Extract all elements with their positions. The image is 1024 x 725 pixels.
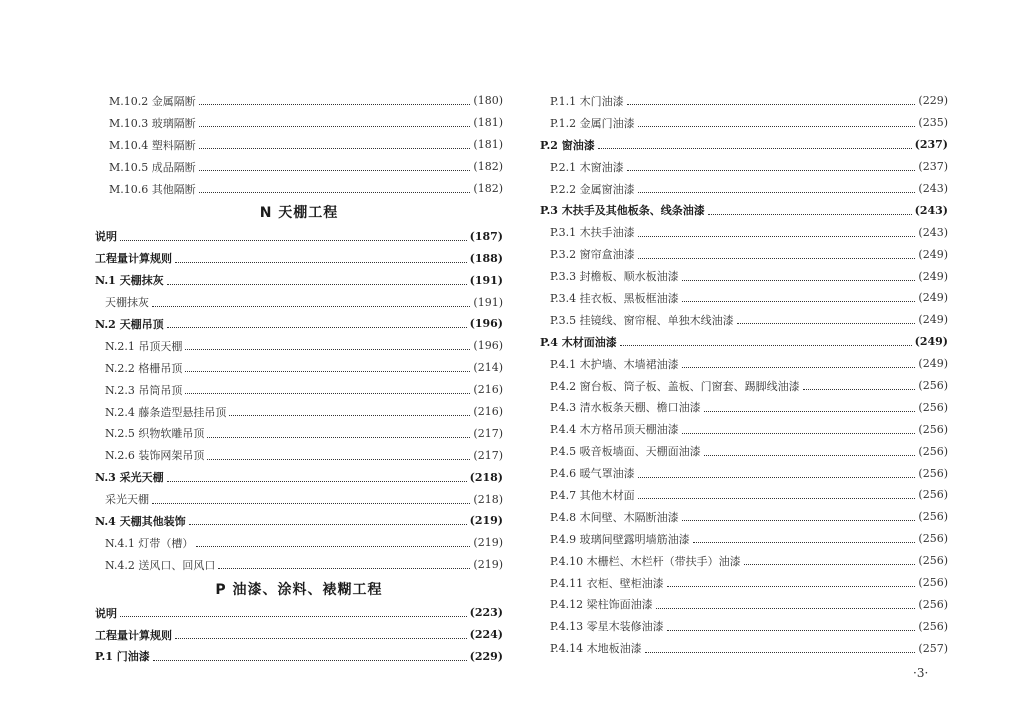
- toc-entry-title: N.4.2 送风口、回风口: [105, 558, 216, 572]
- toc-entry: [540, 550, 948, 572]
- toc-entry-title: P.3.4 挂衣板、黑板框油漆: [550, 291, 679, 305]
- toc-entry-title: N.2.3 吊筒吊顶: [105, 383, 183, 397]
- toc-entry: [95, 247, 503, 269]
- toc-entry-page: (191): [473, 295, 503, 309]
- toc-entry-title: N.2.2 格栅吊顶: [105, 361, 183, 375]
- toc-entry-page: (191): [469, 273, 503, 287]
- toc-entry: [95, 645, 503, 667]
- toc-entry-page: (256): [918, 400, 948, 414]
- toc-entry-title: P.2.2 金属窗油漆: [550, 182, 635, 196]
- toc-entry-title: 说明: [95, 606, 117, 620]
- toc-entry-title: N.2.6 装饰网架吊顶: [105, 449, 205, 463]
- toc-entry-title: N.3 采光天棚: [95, 471, 164, 485]
- toc-entry: [95, 112, 503, 134]
- dot-leader: [656, 608, 916, 609]
- toc-entry: [540, 199, 948, 221]
- toc-entry-page: (256): [918, 597, 948, 611]
- toc-entry-page: (182): [473, 182, 503, 195]
- toc-entry-page: (249): [918, 313, 948, 327]
- toc-entry: [540, 484, 948, 506]
- toc-entry: [95, 510, 503, 532]
- toc-entry-title: P.2.1 木窗油漆: [550, 160, 624, 174]
- toc-entry-page: (217): [473, 426, 503, 440]
- toc-entry: [540, 221, 948, 243]
- dot-leader: [175, 262, 467, 263]
- toc-entry: [540, 528, 948, 550]
- toc-entry: [95, 335, 503, 357]
- toc-entry: [540, 572, 948, 594]
- toc-entry: [95, 291, 503, 313]
- toc-entry-title: N.2.5 织物软雕吊顶: [105, 427, 205, 441]
- dot-leader: [682, 301, 916, 302]
- toc-entry-title: P.4.4 木方格吊顶天棚油漆: [550, 423, 679, 437]
- toc-entry-title: 说明: [95, 230, 117, 244]
- toc-entry-page: (229): [918, 94, 948, 108]
- toc-entry-title: N.4 天棚其他装饰: [95, 514, 186, 528]
- toc-entry: [540, 287, 948, 309]
- toc-entry-title: P.4.5 吸音板墙面、天棚面油漆: [550, 445, 701, 459]
- dot-leader: [152, 503, 470, 504]
- toc-entry-page: (243): [918, 182, 948, 195]
- toc-entry: [540, 593, 948, 615]
- toc-entry-page: (181): [473, 138, 503, 152]
- section-heading: P 油漆、涂料、裱糊工程: [215, 581, 383, 598]
- toc-entry-page: (256): [918, 576, 948, 590]
- toc-entry-page: (188): [469, 251, 503, 265]
- toc-entry-page: (196): [469, 317, 503, 331]
- dot-leader: [704, 455, 916, 456]
- dot-leader: [120, 616, 467, 617]
- dot-leader: [229, 415, 470, 416]
- dot-leader: [620, 345, 912, 346]
- toc-entry-page: (219): [469, 514, 503, 528]
- toc-entry: [540, 506, 948, 528]
- dot-leader: [207, 459, 470, 460]
- toc-entry: [95, 624, 503, 646]
- toc-entry-title: P.4 木材面油漆: [540, 335, 617, 349]
- toc-entry-title: M.10.3 玻璃隔断: [109, 116, 196, 130]
- toc-entry-title: P.4.2 窗台板、筒子板、盖板、门窗套、踢脚线油漆: [550, 379, 800, 393]
- toc-entry-page: (235): [918, 116, 948, 130]
- dot-leader: [638, 126, 916, 127]
- dot-leader: [167, 481, 467, 482]
- dot-leader: [207, 437, 470, 438]
- toc-entry-title: 工程量计算规则: [95, 628, 172, 642]
- toc-entry-title: P.1.1 木门油漆: [550, 94, 624, 108]
- toc-entry-title: N.1 天棚抹灰: [95, 274, 164, 288]
- dot-leader: [693, 542, 916, 543]
- dot-leader: [185, 393, 470, 394]
- toc-entry: [95, 156, 503, 178]
- toc-entry-title: M.10.6 其他隔断: [109, 182, 196, 196]
- toc-entry-title: P.1 门油漆: [95, 650, 150, 664]
- toc-entry-page: (256): [918, 510, 948, 524]
- toc-entry-page: (243): [914, 203, 948, 217]
- dot-leader: [152, 306, 470, 307]
- toc-entry: [95, 90, 503, 112]
- dot-leader: [682, 367, 916, 368]
- toc-entry-page: (196): [473, 339, 503, 353]
- dot-leader: [167, 327, 467, 328]
- toc-entry-title: N.2.4 藤条造型悬挂吊顶: [105, 405, 227, 419]
- dot-leader: [185, 349, 470, 350]
- toc-entry-page: (256): [918, 422, 948, 436]
- toc-entry-page: (216): [473, 405, 503, 419]
- toc-entry: [540, 418, 948, 440]
- toc-entry-page: (219): [473, 558, 503, 572]
- toc-entry: [540, 134, 948, 156]
- dot-leader: [199, 126, 471, 127]
- toc-entry-title: 天棚抹灰: [105, 296, 149, 310]
- toc-entry-title: 采光天棚: [105, 493, 149, 507]
- toc-entry-page: (256): [918, 466, 948, 480]
- toc-entry: [540, 462, 948, 484]
- dot-leader: [598, 148, 912, 149]
- dot-leader: [682, 433, 916, 434]
- dot-leader: [218, 568, 470, 569]
- toc-entry: [95, 444, 503, 466]
- toc-entry-title: P.2 窗油漆: [540, 138, 595, 152]
- toc-entry-page: (249): [918, 247, 948, 261]
- toc-entry-title: P.4.11 衣柜、壁柜油漆: [550, 576, 664, 590]
- dot-leader: [682, 280, 916, 281]
- toc-entry-page: (218): [473, 492, 503, 506]
- toc-entry-title: P.1.2 金属门油漆: [550, 116, 635, 130]
- toc-entry-page: (237): [914, 138, 948, 152]
- toc-entry-title: P.4.7 其他木材面: [550, 488, 635, 502]
- dot-leader: [708, 214, 912, 215]
- dot-leader: [803, 389, 916, 390]
- toc-entry-title: 工程量计算规则: [95, 252, 172, 266]
- toc-entry: [540, 309, 948, 331]
- toc-entry-page: (224): [469, 628, 503, 642]
- toc-entry-page: (249): [918, 269, 948, 283]
- toc-entry: [95, 178, 503, 200]
- toc-entry-title: P.4.10 木栅栏、木栏杆（带扶手）油漆: [550, 554, 741, 568]
- toc-entry-page: (180): [473, 94, 503, 108]
- toc-entry: [95, 134, 503, 156]
- toc-entry-title: P.4.1 木护墙、木墙裙油漆: [550, 357, 679, 371]
- toc-entry-page: (229): [469, 649, 503, 663]
- dot-leader: [638, 477, 916, 478]
- dot-leader: [667, 630, 916, 631]
- toc-entry: [540, 375, 948, 397]
- dot-leader: [744, 564, 916, 565]
- dot-leader: [199, 148, 471, 149]
- toc-entry: [540, 615, 948, 637]
- toc-entry: [95, 379, 503, 401]
- toc-entry-page: (256): [918, 619, 948, 633]
- dot-leader: [120, 240, 467, 241]
- toc-entry: [95, 269, 503, 291]
- toc-entry: [95, 422, 503, 444]
- toc-entry: [95, 554, 503, 576]
- toc-entry-title: P.4.6 暖气罩油漆: [550, 467, 635, 481]
- toc-entry: [95, 313, 503, 335]
- toc-entry: [95, 225, 503, 247]
- toc-entry-page: (257): [918, 641, 948, 655]
- page-number: ·3·: [913, 666, 929, 680]
- toc-entry-page: (256): [918, 444, 948, 458]
- dot-leader: [667, 586, 916, 587]
- toc-entry-page: (187): [469, 229, 503, 243]
- toc-entry-title: P.3.1 木扶手油漆: [550, 226, 635, 240]
- toc-entry-title: M.10.5 成品隔断: [109, 160, 196, 174]
- toc-entry-title: P.4.8 木间壁、木隔断油漆: [550, 510, 679, 524]
- toc-entry-title: P.3.2 窗帘盒油漆: [550, 248, 635, 262]
- toc-entry-title: P.4.3 清水板条天棚、檐口油漆: [550, 401, 701, 415]
- toc-entry-title: P.4.13 零星木装修油漆: [550, 620, 664, 634]
- toc-entry: [95, 466, 503, 488]
- toc-entry-title: P.4.12 梁柱饰面油漆: [550, 598, 653, 612]
- dot-leader: [627, 170, 916, 171]
- toc-entry-page: (218): [469, 470, 503, 484]
- toc-entry: [95, 602, 503, 624]
- toc-entry-title: P.3 木扶手及其他板条、线条油漆: [540, 204, 705, 218]
- toc-entry-title: N.4.1 灯带（槽）: [105, 536, 194, 550]
- toc-entry: [540, 265, 948, 287]
- dot-leader: [638, 236, 916, 237]
- dot-leader: [645, 652, 916, 653]
- toc-entry-page: (181): [473, 116, 503, 130]
- toc-entry-page: (249): [918, 291, 948, 305]
- dot-leader: [737, 323, 916, 324]
- toc-entry-title: P.4.9 玻璃间壁露明墙筋油漆: [550, 532, 690, 546]
- toc-entry-title: M.10.2 金属隔断: [109, 94, 196, 108]
- toc-entry: [540, 156, 948, 178]
- toc-entry: [95, 357, 503, 379]
- toc-entry: [95, 532, 503, 554]
- toc-entry-page: (216): [473, 383, 503, 397]
- toc-entry: [95, 401, 503, 423]
- dot-leader: [704, 411, 916, 412]
- dot-leader: [638, 498, 916, 499]
- dot-leader: [638, 258, 916, 259]
- dot-leader: [153, 660, 467, 661]
- dot-leader: [682, 520, 916, 521]
- toc-entry-title: P.3.5 挂镜线、窗帘棍、单独木线油漆: [550, 313, 734, 327]
- toc-entry: [540, 178, 948, 200]
- toc-entry-page: (182): [473, 160, 503, 174]
- toc-entry-page: (249): [918, 357, 948, 371]
- section-heading: N 天棚工程: [259, 205, 339, 222]
- dot-leader: [175, 638, 467, 639]
- toc-entry-title: P.3.3 封檐板、顺水板油漆: [550, 270, 679, 284]
- dot-leader: [167, 284, 467, 285]
- dot-leader: [199, 170, 471, 171]
- toc-entry: [540, 396, 948, 418]
- dot-leader: [199, 192, 471, 193]
- toc-entry-page: (219): [473, 536, 503, 550]
- toc-entry: [540, 331, 948, 353]
- toc-entry-page: (214): [473, 361, 503, 375]
- toc-entry-page: (217): [473, 448, 503, 462]
- dot-leader: [189, 524, 467, 525]
- toc-entry: [540, 440, 948, 462]
- dot-leader: [185, 371, 470, 372]
- toc-entry-page: (256): [918, 379, 948, 393]
- dot-leader: [196, 546, 470, 547]
- toc-entry-page: (243): [918, 225, 948, 239]
- toc-entry-title: M.10.4 塑料隔断: [109, 138, 196, 152]
- toc-entry-page: (249): [914, 335, 948, 349]
- toc-entry: [540, 112, 948, 134]
- toc-entry: [540, 243, 948, 265]
- toc-entry-page: (256): [918, 532, 948, 546]
- toc-entry-title: P.4.14 木地板油漆: [550, 642, 642, 656]
- toc-entry: [540, 637, 948, 659]
- toc-right-column: [540, 90, 948, 659]
- toc-left-column: [95, 90, 503, 667]
- toc-entry-page: (237): [918, 160, 948, 174]
- dot-leader: [638, 192, 916, 193]
- toc-entry-title: N.2.1 吊顶天棚: [105, 339, 183, 353]
- toc-entry-page: (223): [469, 606, 503, 620]
- dot-leader: [627, 104, 916, 105]
- dot-leader: [199, 104, 471, 105]
- toc-entry: [95, 488, 503, 510]
- toc-entry-page: (256): [918, 554, 948, 568]
- toc-entry-title: N.2 天棚吊顶: [95, 317, 164, 331]
- toc-entry: [540, 353, 948, 375]
- toc-entry: [540, 90, 948, 112]
- toc-entry-page: (256): [918, 488, 948, 502]
